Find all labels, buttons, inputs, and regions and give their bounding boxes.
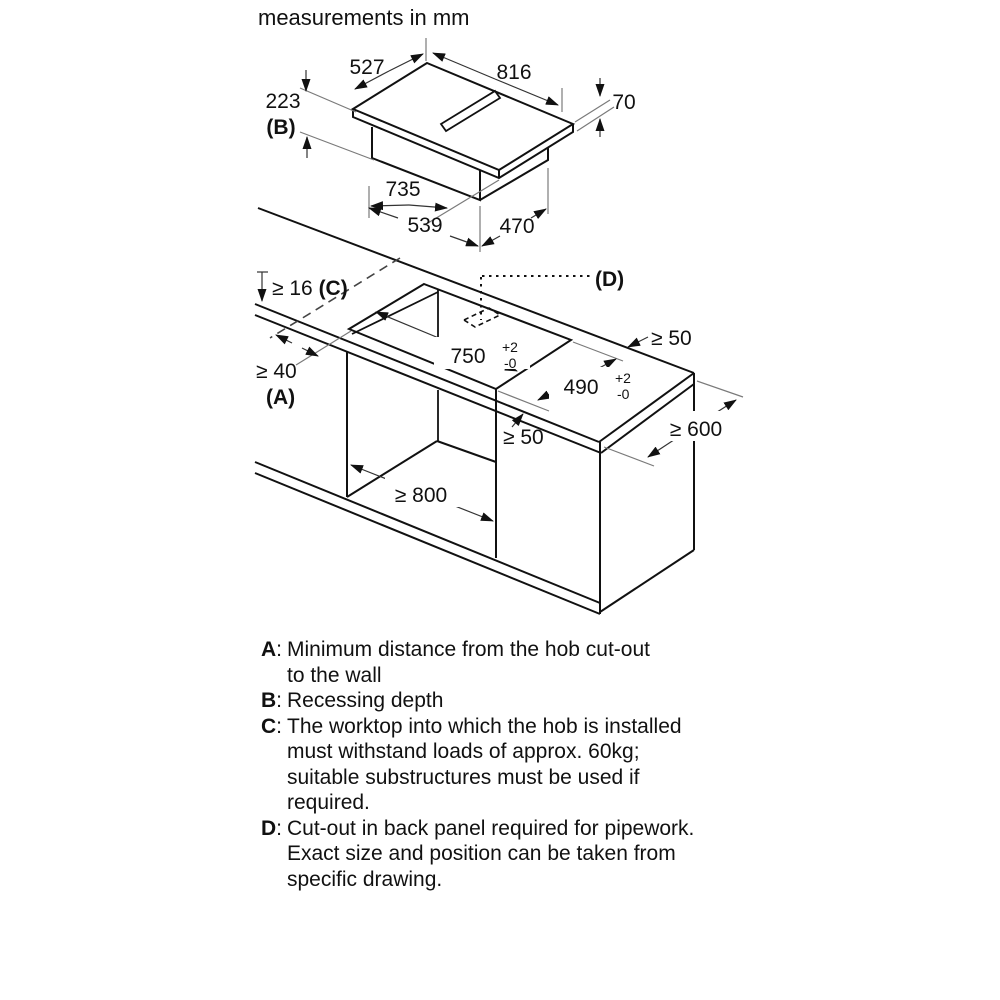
dim-490-tol-plus: +2	[615, 370, 631, 386]
dim-816: 816	[496, 61, 532, 84]
dim-750-tol-minus: -0	[504, 355, 517, 371]
legend-text: The worktop into which the hob is installed must withstand loads of approx. 60kg; suitable substructures must be used if required.	[287, 714, 682, 814]
worktop-cutout	[349, 284, 571, 389]
dim-70: 70	[612, 91, 636, 114]
dim-470: 470	[499, 215, 535, 238]
dim-front-clear: ≥ 50	[503, 426, 544, 449]
dim-223: 223	[265, 90, 301, 113]
legend-letter: D:	[261, 816, 283, 840]
dim-back-clear: ≥ 50	[651, 327, 692, 350]
dim-750: 750	[450, 345, 486, 368]
dim-539: 539	[407, 214, 443, 237]
legend-text: Cut-out in back panel required for pipework. Exact size and position can be taken from specific drawing.	[287, 816, 695, 891]
dim-223-letter: (B)	[266, 116, 296, 139]
dim-490: 490	[563, 376, 599, 399]
legend-letter: C:	[261, 714, 283, 738]
legend-item-A	[261, 637, 761, 688]
dim-depth: ≥ 600	[669, 418, 723, 441]
legend-text: Minimum distance from the hob cut-out to the wall	[287, 638, 650, 687]
dim-490-tol-minus: -0	[617, 386, 630, 402]
hob-top-plate	[353, 63, 573, 170]
dim-niche-width: ≥ 800	[394, 484, 448, 507]
legend-item-B	[261, 688, 761, 714]
legend	[261, 637, 761, 892]
legend-letter: A:	[261, 638, 283, 661]
legend-text: Recessing depth	[287, 689, 444, 712]
legend-item-D	[261, 816, 761, 893]
dim-750-tol-plus: +2	[502, 339, 518, 355]
dim-wall-letter: (A)	[266, 386, 296, 409]
dim-pipe-letter: (D)	[595, 268, 625, 291]
dim-thickness: ≥ 16 (C)	[272, 277, 348, 300]
legend-item-C	[261, 714, 761, 816]
legend-letter: B:	[261, 689, 283, 712]
worktop-dimension-lines	[257, 272, 743, 521]
dim-527: 527	[349, 56, 385, 79]
page-title: measurements in mm	[258, 5, 470, 30]
dim-735: 735	[385, 178, 421, 201]
dim-wall-dist: ≥ 40	[256, 360, 297, 383]
worktop-dimension-labels	[256, 268, 722, 507]
worktop-cabinet-drawing	[255, 208, 694, 614]
